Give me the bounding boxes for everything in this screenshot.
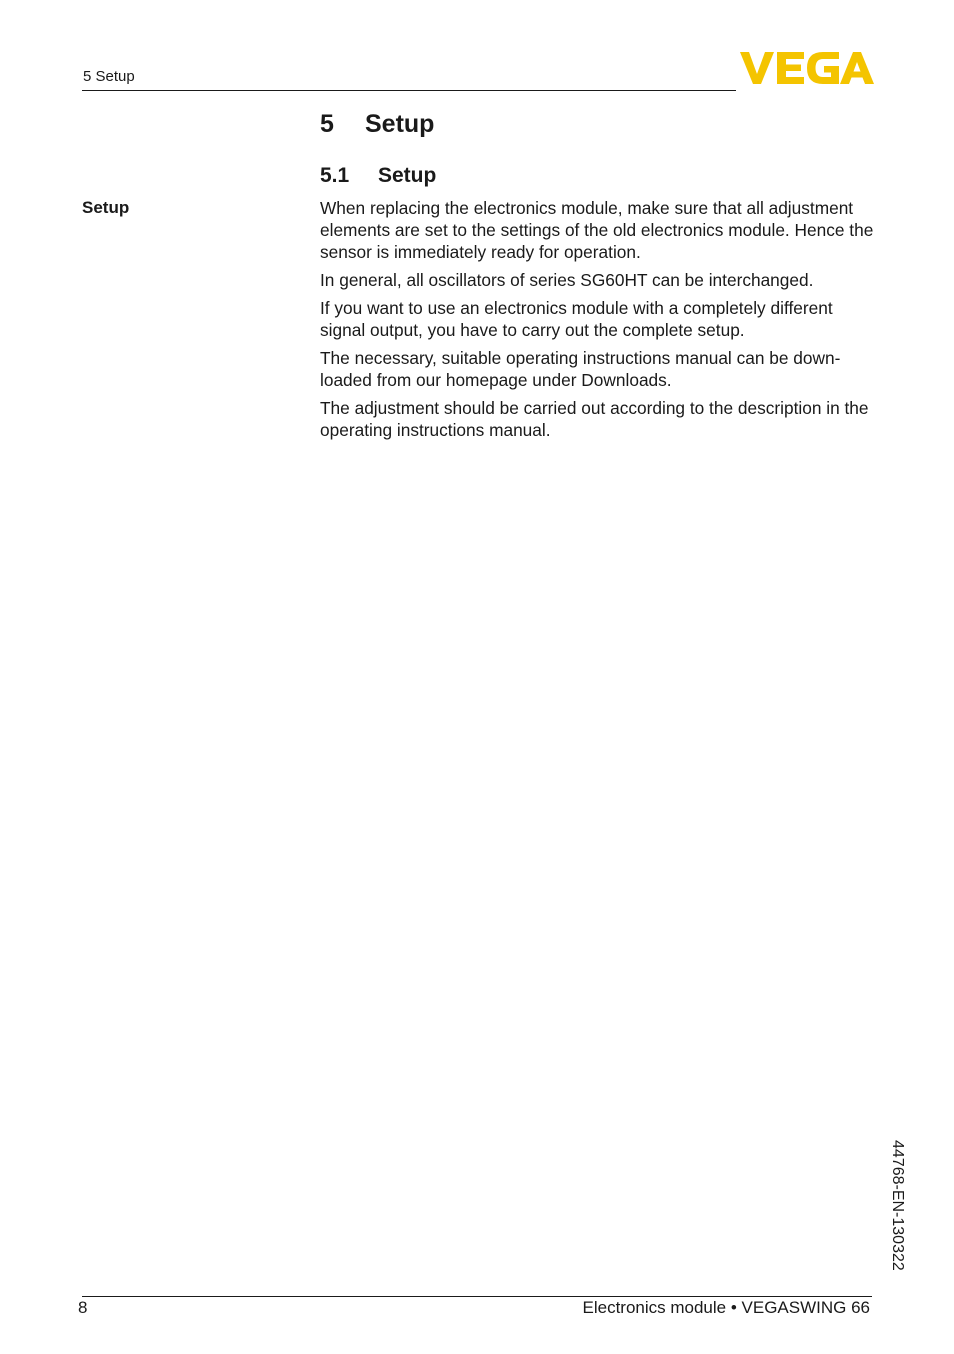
paragraph: In general, all oscillators of series SG60HT can be interchanged. — [320, 270, 814, 290]
chapter-title: Setup — [365, 110, 435, 138]
section-heading — [320, 164, 436, 188]
section-title: Setup — [378, 164, 437, 187]
paragraph: The necessary, suitable operating instructions manual can be down-loaded from our homepage under Downloads. — [320, 348, 841, 390]
document-code — [878, 1140, 908, 1290]
chapter-heading — [320, 110, 434, 139]
paragraph: If you want to use an electronics module with a completely different signal output, you have to carry out the complete setup. — [320, 298, 833, 340]
header-section-label: 5 Setup — [83, 68, 135, 85]
paragraph: When replacing the electronics module, make sure that all adjustment elements are set to the settings of the old electronics module. Hence the sensor is immediately ready for operation. — [320, 198, 874, 262]
vega-logo — [740, 50, 874, 86]
margin-label: Setup — [82, 198, 130, 217]
header-rule — [82, 90, 736, 91]
body-text — [320, 197, 880, 447]
footer-rule — [82, 1296, 872, 1297]
paragraph: The adjustment should be carried out according to the description in the operating instructions manual. — [320, 398, 869, 440]
page-number: 8 — [78, 1298, 88, 1317]
document-code-text: 44768-EN-130322 — [889, 1140, 906, 1271]
footer-title: Electronics module • VEGASWING 66 — [582, 1298, 870, 1317]
section-number: 5.1 — [320, 164, 350, 187]
chapter-number: 5 — [320, 110, 334, 138]
